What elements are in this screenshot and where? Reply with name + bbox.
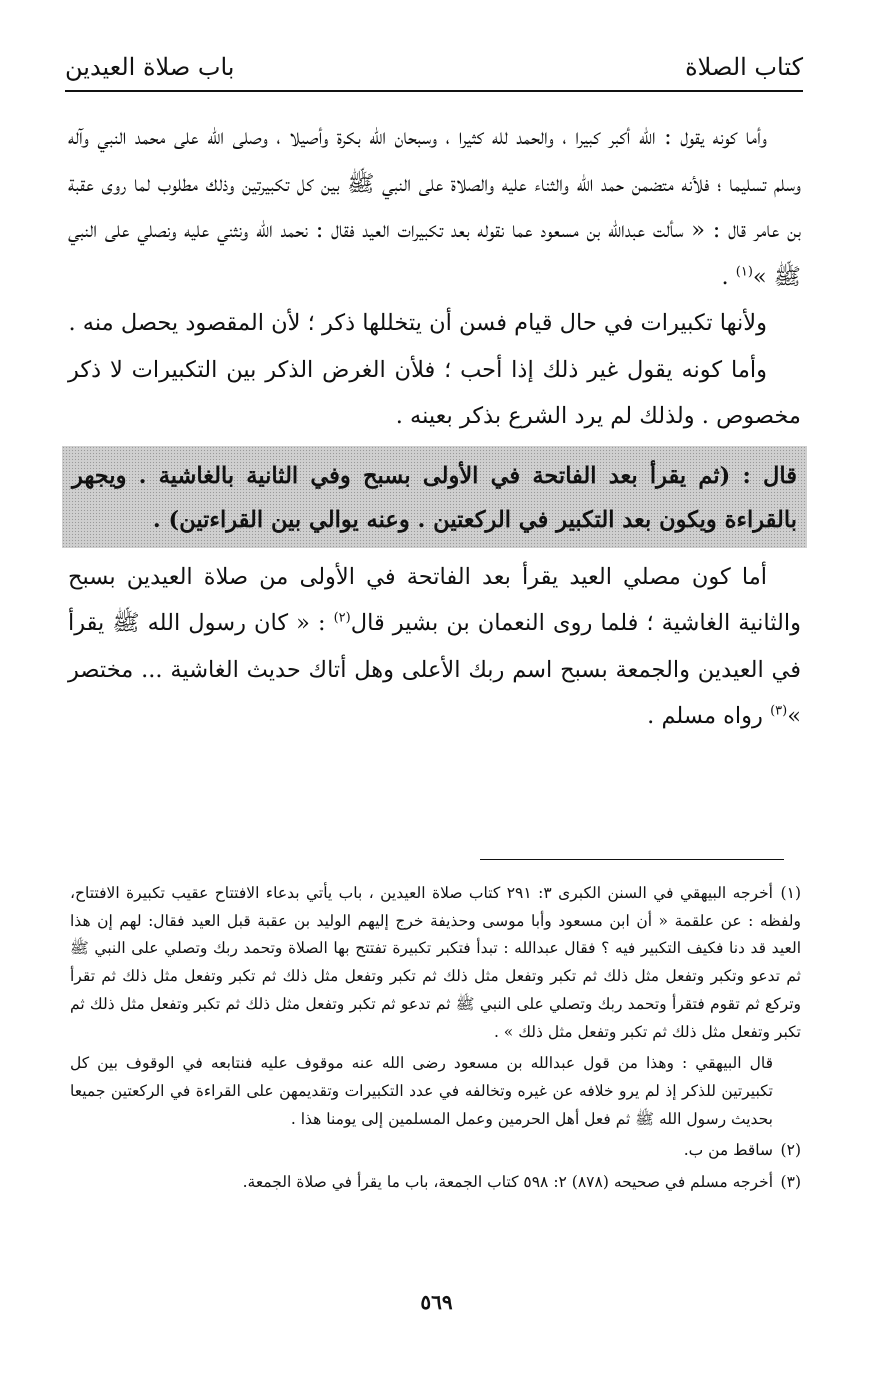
header-book-title: كتاب الصلاة bbox=[685, 53, 803, 81]
footnote-ref-3[interactable]: (٣) bbox=[770, 703, 788, 719]
footnotes bbox=[70, 880, 801, 1201]
paragraph-4: أما كون مصلي العيد يقرأ بعد الفاتحة في الأولى من صلاة العيدين بسبح والثانية الغاشية ؛ فلما روى النعمان بن بشير قال$^{(٢)}$ : « كان رسول الله ﷺ يقرأ في العيدين والجمعة بسبح اسم ربك الأعلى وهل أتاك حديث الغاشية ... مختصر »$^{(٣)}$ رواه مسلم . bbox=[68, 563, 801, 729]
footnote-ref-2[interactable]: (٢) bbox=[333, 610, 351, 626]
footnote-1: (١)أخرجه البيهقي في السنن الكبرى ٣: ٢٩١ كتاب صلاة العيدين ، باب يأتي بدعاء الافتتاح عقيب تكبيرة الافتتاح، ولفظه : عن علقمة « أن ابن مسعود وأبا موسى وحذيفة خرج إليهم الوليد بن عقبة قبل العيد فقال: لهم إن هذا العيد قد دنا فكيف التكبير فيه ؟ فقال عبدالله : تبدأ فتكبر تكبيرة تفتتح بها الصلاة وتحمد ربك وتصلي على النبي ﷺ ثم تدعو وتكبر وتفعل مثل ذلك ثم تكبر وتفعل مثل ذلك ثم تكبر وتفعل مثل ذلك ثم تكبر وتفعل مثل ذلك ثم تقرأ وتركع ثم تقوم فتقرأ وتحمد ربك وتصلي على النبي ﷺ ثم تدعو ثم تكبر وتفعل مثل ذلك ثم تكبر وتفعل مثل ذلك ثم تكبر وتفعل مثل ذلك ثم تكبر وتفعل مثل ذلك » . bbox=[70, 880, 801, 1046]
running-header bbox=[65, 40, 803, 92]
footnote-3-number: (٣) bbox=[780, 1173, 801, 1192]
header-chapter-title: باب صلاة العيدين bbox=[65, 53, 235, 81]
footnote-1-number: (١) bbox=[780, 884, 801, 902]
footnote-3: (٣)أخرجه مسلم في صحيحه (٨٧٨) ٢: ٥٩٨ كتاب الجمعة، باب ما يقرأ في صلاة الجمعة. bbox=[70, 1169, 801, 1197]
footnote-2-number: (٢) bbox=[780, 1141, 801, 1160]
matn-quote-block: قال : (ثم يقرأ بعد الفاتحة في الأولى بسبح وفي الثانية بالغاشية . ويجهر بالقراءة ويكون بعد التكبير في الركعتين . وعنه يوالي بين القراءتين) . bbox=[62, 446, 807, 548]
paragraph-2: ولأنها تكبيرات في حال قيام فسن أن يتخللها ذكر ؛ لأن المقصود يحصل منه . bbox=[68, 310, 767, 336]
paragraph-1: وأما كونه يقول : الله أكبر كبيرا ، والحمد لله كثيرا ، وسبحان الله بكرة وأصيلا ، وصلى الله على محمد النبي وآله وسلم تسليما ؛ فلأنه متضمن حمد الله والثناء عليه والصلاة على النبي ﷺ بين كل تكبيرتين وذلك مطلوب لما روى عقبة بن عامر قال : « سألت عبدالله بن مسعود عما نقوله بعد تكبيرات العيد فقال : نحمد الله ونثني عليه ونصلي على النبي ﷺ »$^{(١)}$ . bbox=[68, 124, 801, 290]
footnote-ref-1[interactable]: (١) bbox=[735, 264, 753, 279]
page-number: ٥٦٩ bbox=[420, 1290, 453, 1314]
footnote-1-continued: قال البيهقي : وهذا من قول عبدالله بن مسعود رضى الله عنه موقوف عليه فنتابعه في الوقوف بين كل تكبيرتين للذكر إذ لم يرو خلافه عن غيره وتخالفه في عدد التكبيرات وتقديمهن على القراءة في الركعتين جميعا بحديث رسول الله ﷺ ثم فعل أهل الحرمين وعمل المسلمين إلى يومنا هذا . bbox=[70, 1054, 773, 1128]
paragraph-3: وأما كونه يقول غير ذلك إذا أحب ؛ فلأن الغرض الذكر بين التكبيرات لا ذكر مخصوص . ولذلك لم يرد الشرع بذكر بعينه . bbox=[68, 356, 801, 429]
footnote-separator bbox=[480, 859, 784, 860]
footnote-2: (٢)ساقط من ب. bbox=[70, 1137, 801, 1165]
main-text bbox=[68, 114, 801, 740]
